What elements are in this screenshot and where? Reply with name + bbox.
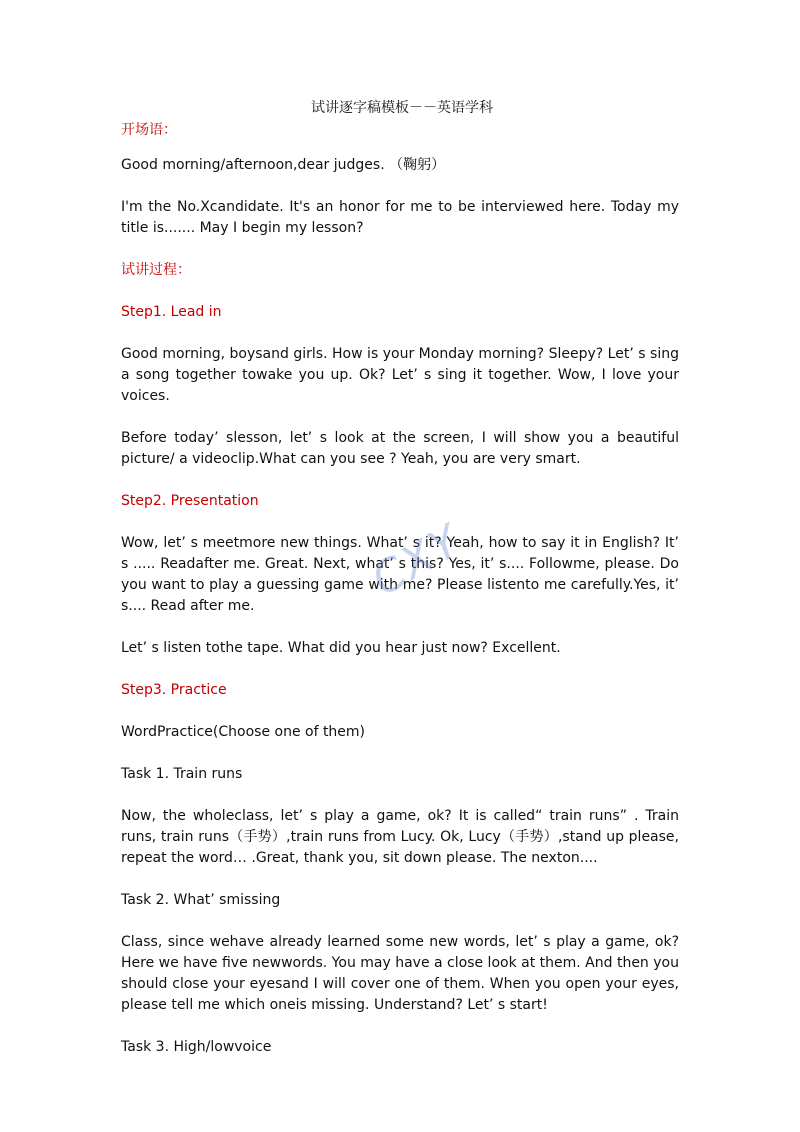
intro-paragraph: I'm the No.Xcandidate. It's an honor for me to be interviewed here. Today my title is....... May I begin my lesson? [121, 199, 679, 236]
task2-heading: Task 2. What’ smissing [121, 892, 281, 908]
greeting-paragraph: Good morning/afternoon,dear judges. （鞠躬） [121, 157, 446, 173]
watermark: CXY [363, 514, 471, 607]
task2-paragraph: Class, since wehave already learned some new words, let’ s play a game, ok? Here we have five newwords. You may have a close look at them. And then you should close your eyesand I will cover one of them. When you open your eyes, please tell me which oneis missing. Understand? Let’ s start! [121, 934, 679, 1013]
process-heading: 试讲过程： [121, 262, 191, 278]
step2-heading: Step2. Presentation [121, 493, 259, 509]
step2-paragraph-2: Let’ s listen tothe tape. What did you hear just now? Excellent. [121, 640, 561, 656]
step3-heading: Step3. Practice [121, 682, 227, 698]
step1-heading: Step1. Lead in [121, 304, 222, 320]
task1-paragraph: Now, the wholeclass, let’ s play a game, ok? It is called“ train runs” . Train runs, train runs（手势）,train runs from Lucy. Ok, Lucy（手势）,stand up please, repeat the word… .Great, thank you, sit down please. The nexton.... [121, 808, 679, 866]
task3-heading: Task 3. High/lowvoice [121, 1039, 272, 1055]
document-title: 试讲逐字稿模板－－英语学科 [311, 100, 493, 116]
opening-heading: 开场语： [121, 122, 177, 138]
step2-paragraph-1: Wow, let’ s meetmore new things. What’ s it? Yeah, how to say it in English? It’ s ..... Readafter me. Great. Next, what’ s this? Yes, it’ s.... Followme, please. Do you want to play a guessing game with me? Please listento me carefully.Yes, it’ s.... Read after me. [121, 535, 679, 614]
document-body [121, 96, 679, 1058]
step1-paragraph-2: Before today’ slesson, let’ s look at the screen, I will show you a beautiful picture/ a videoclip.What can you see ? Yeah, you are very smart. [121, 430, 679, 467]
task1-heading: Task 1. Train runs [121, 766, 243, 782]
step1-paragraph-1: Good morning, boysand girls. How is your Monday morning? Sleepy? Let’ s sing a song together towake you up. Ok? Let’ s sing it together. Wow, I love your voices. [121, 346, 679, 404]
word-practice-line: WordPractice(Choose one of them) [121, 724, 366, 740]
